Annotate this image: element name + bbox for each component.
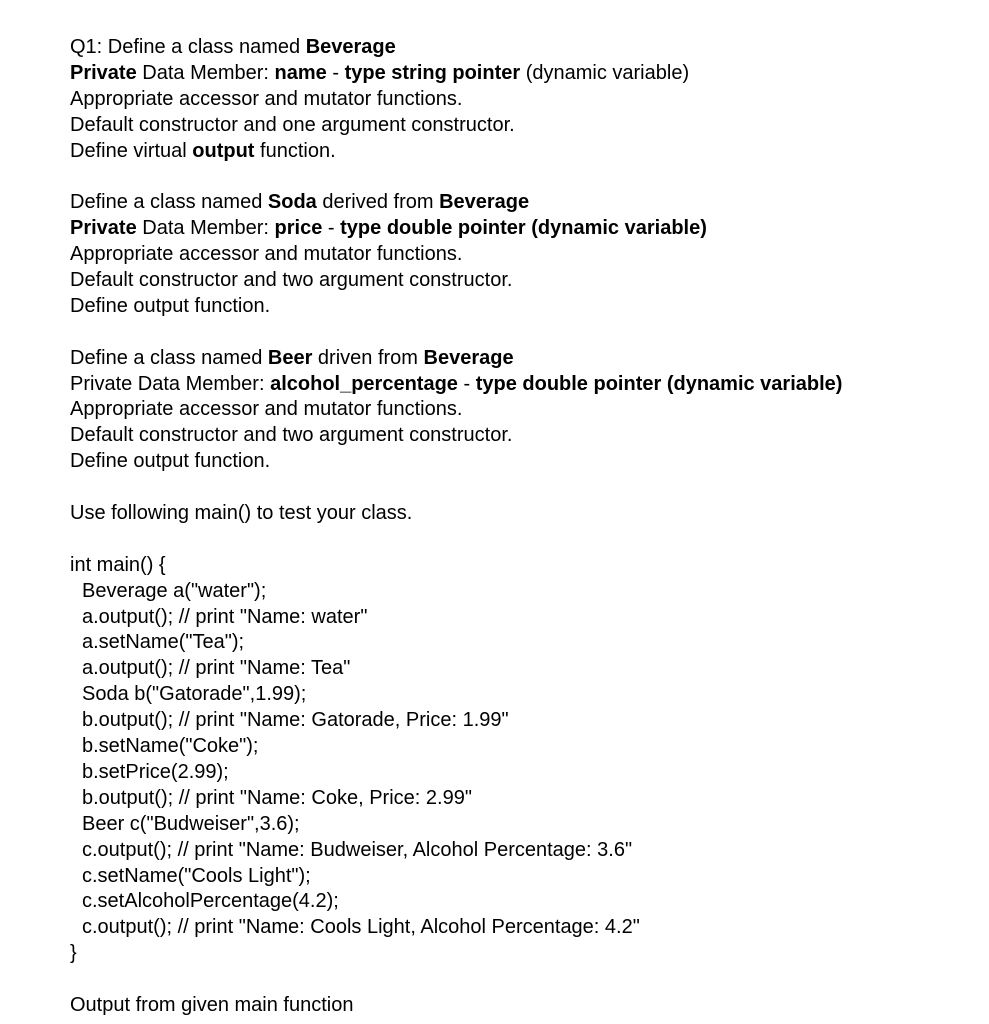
spacer — [70, 164, 975, 190]
beer-accessors: Appropriate accessor and mutator functions. — [70, 398, 463, 421]
code-line: b.setName("Coke"); — [82, 735, 259, 758]
soda-output: Define output function. — [70, 294, 271, 317]
code-line: Beer c("Budweiser",3.6); — [82, 812, 300, 835]
use-main-instruction: Use following main() to test your class. — [70, 502, 413, 525]
output-heading: Output from given main function — [70, 993, 354, 1016]
code-line: a.setName("Tea"); — [82, 631, 245, 654]
beverage-member: Private Data Member: name - type string pointer (dynamic variable) — [70, 61, 690, 84]
code-body — [70, 579, 975, 941]
class-name-beverage: Beverage — [305, 36, 396, 58]
beer-output: Define output function. — [70, 450, 271, 473]
class-name-soda: Soda — [267, 191, 317, 214]
soda-title: Define a class named Soda derived from Beverage — [70, 191, 530, 214]
code-line: a.output(); // print "Name: Tea" — [82, 657, 351, 680]
code-open-line: int main() { — [70, 553, 166, 576]
code-line: a.output(); // print "Name: water" — [82, 605, 368, 628]
code-line: b.setPrice(2.99); — [82, 760, 229, 783]
spacer — [70, 967, 975, 993]
code-line: c.setAlcoholPercentage(4.2); — [82, 890, 339, 913]
code-line: Beverage a("water"); — [82, 579, 267, 602]
spacer — [70, 320, 975, 346]
code-line: c.output(); // print "Name: Budweiser, Alcohol Percentage: 3.6" — [82, 838, 633, 861]
beverage-accessors: Appropriate accessor and mutator functions. — [70, 87, 463, 110]
beverage-title: Q1: Define a class named Beverage — [70, 36, 396, 58]
beer-title: Define a class named Beer driven from Beverage — [70, 346, 514, 369]
class-name-beer: Beer — [267, 346, 313, 369]
code-line: c.setName("Cools Light"); — [82, 864, 311, 887]
main-code-block — [70, 553, 975, 967]
code-line: c.output(); // print "Name: Cools Light, Alcohol Percentage: 4.2" — [82, 916, 640, 939]
code-close-line: } — [70, 942, 77, 965]
soda-spec — [70, 190, 975, 319]
spacer — [70, 527, 975, 553]
soda-constructors: Default constructor and two argument constructor. — [70, 269, 513, 292]
soda-accessors: Appropriate accessor and mutator functions. — [70, 243, 463, 266]
beverage-constructors: Default constructor and one argument constructor. — [70, 113, 515, 136]
beer-constructors: Default constructor and two argument constructor. — [70, 424, 513, 447]
code-line: b.output(); // print "Name: Gatorade, Price: 1.99" — [82, 709, 509, 732]
beer-spec — [70, 346, 975, 475]
soda-member: Private Data Member: price - type double pointer (dynamic variable) — [70, 217, 707, 240]
beverage-spec — [70, 35, 975, 164]
code-line: Soda b("Gatorade",1.99); — [82, 683, 307, 706]
code-line: b.output(); // print "Name: Coke, Price: 2.99" — [82, 786, 472, 809]
beverage-output: Define virtual output function. — [70, 139, 336, 162]
spacer — [70, 475, 975, 501]
beer-member: Private Data Member: alcohol_percentage - type double pointer (dynamic variable) — [70, 372, 843, 395]
question-document — [70, 35, 975, 1019]
